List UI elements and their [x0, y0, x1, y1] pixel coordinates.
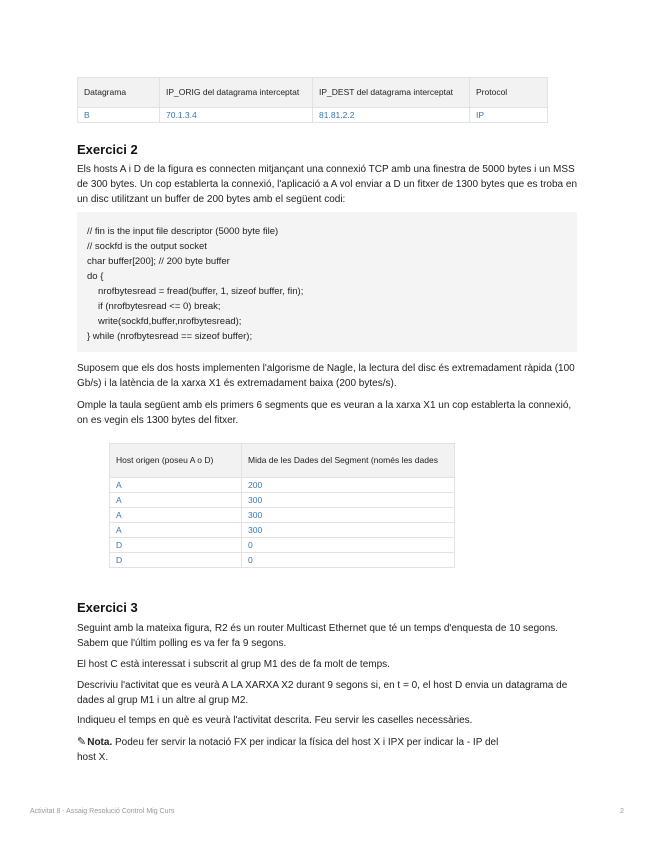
col-header-protocol: Protocol: [470, 78, 548, 108]
code-line: nrofbytesread = fread(buffer, 1, sizeof buffer, fin);: [98, 286, 304, 297]
cell-host: D: [110, 538, 242, 553]
code-line: do {: [87, 271, 104, 282]
table-row: [110, 538, 455, 553]
fill-table-paragraph: Omple la taula següent amb els primers 6 segments que es veuran a la xarxa X1 un cop establerta la connexió, on es vegin els 1300 bytes del fitxer.: [77, 400, 572, 426]
cell-size: 300: [242, 523, 455, 538]
footer-title: Activitat 8 - Assaig Resolució Control Mig Curs: [30, 808, 175, 815]
table-row: [78, 108, 548, 123]
cell-ip-dest: 81.81.2.2: [313, 108, 470, 123]
cell-host: A: [110, 478, 242, 493]
exercise-2-heading: Exercici 2: [77, 142, 138, 157]
table-header-row: [110, 444, 455, 478]
cell-protocol: IP: [470, 108, 548, 123]
cell-size: 300: [242, 508, 455, 523]
col-header-ip-dest: IP_DEST del datagrama interceptat: [313, 78, 470, 108]
table-header-row: [78, 78, 548, 108]
pencil-note-icon: ✎: [77, 736, 87, 748]
exercise-3-p1: Seguint amb la mateixa figura, R2 és un router Multicast Ethernet que té un temps d'enquesta de 10 segons. Sabem que l'últim polling es va fer fa 9 segons.: [77, 623, 559, 649]
exercise-3-p4: Indiqueu el temps en què es veurà l'activitat descrita. Feu servir les caselles necessàries.: [77, 715, 473, 726]
note-paragraph: [77, 735, 517, 765]
cell-host: A: [110, 523, 242, 538]
segments-table: [109, 443, 455, 568]
table-row: [110, 493, 455, 508]
cell-host: A: [110, 508, 242, 523]
cell-host: D: [110, 553, 242, 568]
code-line: char buffer[200]; // 200 byte buffer: [87, 256, 230, 267]
note-label: Nota.: [87, 737, 113, 748]
col-header-datagrama: Datagrama: [78, 78, 160, 108]
cell-size: 200: [242, 478, 455, 493]
table-row: [110, 523, 455, 538]
nagle-paragraph: Suposem que els dos hosts implementen l'algorisme de Nagle, la lectura del disc és extremadament ràpida (100 Gb/s) i la latència de la xarxa X1 és extremadament baixa (200 bytes/s).: [77, 363, 575, 389]
exercise-3-p3: Descriviu l'activitat que es veurà A LA XARXA X2 durant 9 segons si, en t = 0, el host D envia un datagrama de dades al grup M1 i un altre al grup M2.: [77, 680, 568, 706]
col-header-ip-orig: IP_ORIG del datagrama interceptat: [160, 78, 313, 108]
col-header-host-origen: Host origen (poseu A o D): [110, 444, 242, 478]
code-line: write(sockfd,buffer,nrofbytesread);: [98, 316, 242, 327]
table-row: [110, 553, 455, 568]
cell-ip-orig: 70.1.3.4: [160, 108, 313, 123]
intercepted-datagram-table: [77, 77, 548, 123]
code-line: // fin is the input file descriptor (5000 byte file): [87, 226, 279, 237]
cell-datagrama: B: [78, 108, 160, 123]
cell-host: A: [110, 493, 242, 508]
cell-size: 0: [242, 538, 455, 553]
code-line: if (nrofbytesread <= 0) break;: [98, 301, 221, 312]
exercise-3-heading: Exercici 3: [77, 600, 138, 615]
exercise-3-p2: El host C està interessat i subscrit al grup M1 des de fa molt de temps.: [77, 659, 390, 670]
code-block: [77, 212, 577, 352]
footer-page-number: 2: [620, 808, 624, 815]
exercise-2-intro: Els hosts A i D de la figura es connecten mitjançant una connexió TCP amb una finestra de 5000 bytes i un MSS de 300 bytes. Un cop establerta la connexió, l'aplicació a A vol enviar a D un fitxer de 1300 bytes que es troba en un disc utilitzant un buffer de 200 bytes amb el següent codi:: [77, 164, 577, 205]
cell-size: 0: [242, 553, 455, 568]
note-text: Podeu fer servir la notació FX per indicar la física del host X i IPX per indicar la - IP del host X.: [77, 737, 499, 763]
col-header-mida-dades: Mida de les Dades del Segment (només les dades: [242, 444, 455, 478]
table-row: [110, 508, 455, 523]
code-line: // sockfd is the output socket: [87, 241, 207, 252]
code-line: } while (nrofbytesread == sizeof buffer);: [87, 331, 253, 342]
table-row: [110, 478, 455, 493]
cell-size: 300: [242, 493, 455, 508]
